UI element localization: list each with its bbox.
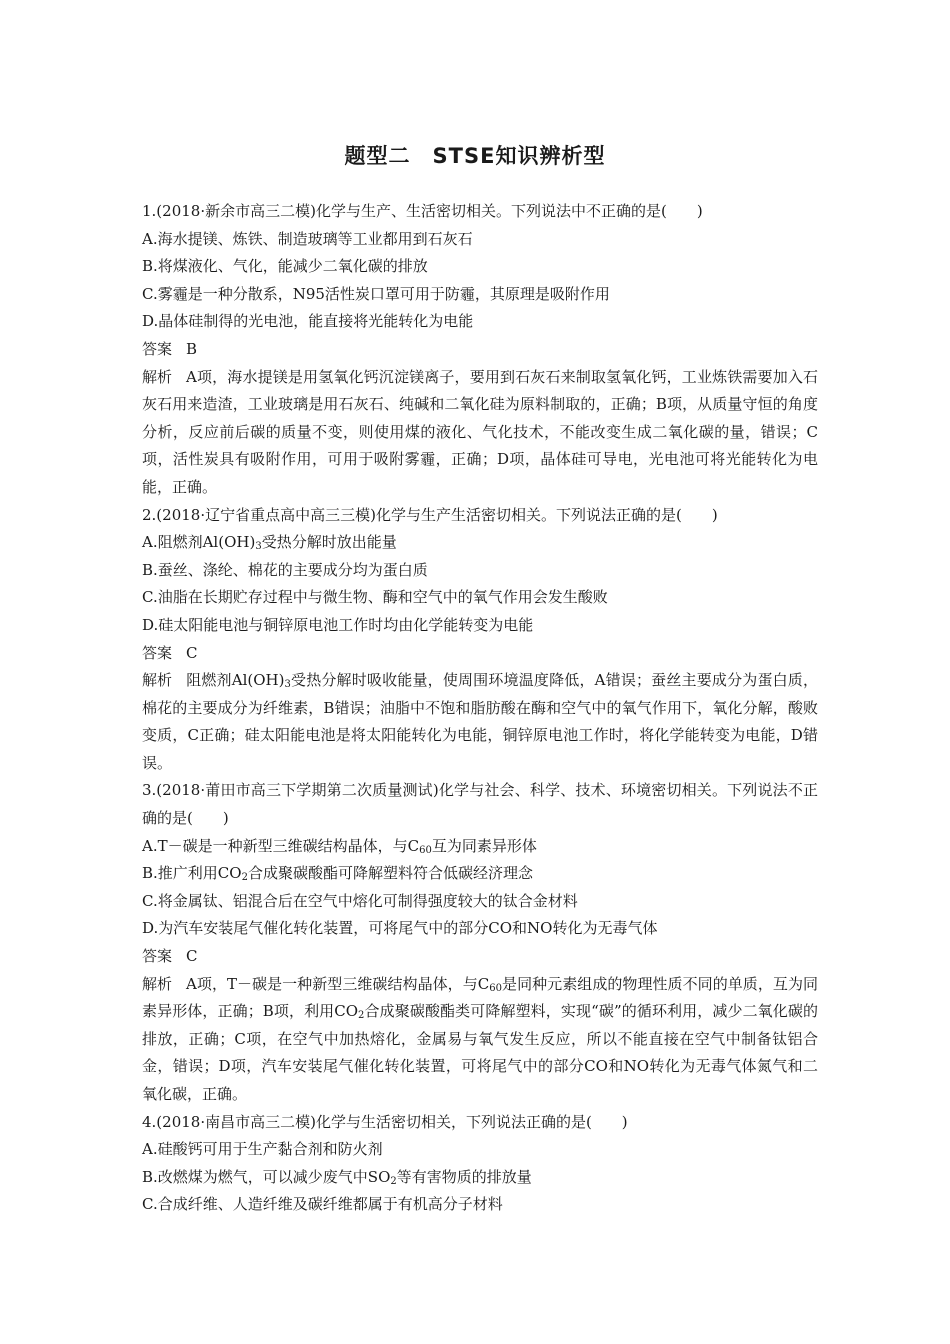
question-stem: 4.(2018·南昌市高三二模)化学与生活密切相关，下列说法正确的是( ) bbox=[142, 1112, 628, 1131]
option-d: D.为汽车安装尾气催化转化装置，可将尾气中的部分CO和NO转化为无毒气体 bbox=[142, 919, 658, 938]
question-3 bbox=[142, 777, 818, 1108]
analysis-text: A项，海水提镁是用氢氧化钙沉淀镁离子，要用到石灰石来制取氢氧化钙，工业炼铁需要加入石灰石用来造渣，工业玻璃是用石灰石、纯碱和二氧化硅为原料制取的，正确；B项，从质量守恒的角度分析，反应前后碳的质量不变，则使用煤的液化、气化技术，不能改变生成二氧化碳的量，错误；C项，活性炭具有吸附作用，可用于吸附雾霾，正确；D项，晶体硅可导电，光电池可将光能转化为电能，正确。 bbox=[142, 367, 818, 496]
question-stem: 2.(2018·辽宁省重点高中高三三模)化学与生产生活密切相关。下列说法正确的是( ) bbox=[142, 505, 718, 524]
answer bbox=[142, 943, 818, 971]
answer-label: 答案 bbox=[142, 339, 173, 358]
option-c: C.将金属钛、铝混合后在空气中熔化可制得强度较大的钛合金材料 bbox=[142, 891, 578, 910]
analysis-label: 解析 bbox=[142, 974, 173, 993]
analysis: 解析 阻燃剂$Al(OH)_3$受热分解时吸收能量，使周围环境温度降低，A错误；蚕丝主要成分为蛋白质，棉花的主要成分为纤维素，B错误；油脂中不饱和脂肪酸在酶和空气中的氧气作用下，氧化分解，酸败变质，C正确；硅太阳能电池是将太阳能转化为电能，铜锌原电池工作时，将化学能转变为电能，D错误。 bbox=[142, 667, 818, 777]
option-a: A.海水提镁、炼铁、制造玻璃等工业都用到石灰石 bbox=[142, 229, 473, 248]
answer-value: C bbox=[186, 947, 198, 966]
option-b: B.改燃煤为燃气，可以减少废气中$SO_2$等有害物质的排放量 bbox=[142, 1167, 532, 1187]
option-b: B.将煤液化、气化，能减少二氧化碳的排放 bbox=[142, 257, 428, 276]
page-title: 题型二 STSE知识辨析型 bbox=[344, 144, 606, 168]
answer bbox=[142, 336, 818, 364]
question-2 bbox=[142, 502, 818, 778]
analysis-label: 解析 bbox=[142, 367, 173, 386]
analysis: 解析 A项，T－碳是一种新型三维碳结构晶体，与$C_{60}$是同种元素组成的物理性质不同的单质，互为同素异形体，正确；B项，利用$CO_2$合成聚碳酸酯类可降解塑料，实现“碳”的循环利用，减少二氧化碳的排放，正确；C项，在空气中加热熔化，金属易与氧气发生反应，所以不能直接在空气中制备钛铝合金，错误；D项，汽车安装尾气催化转化装置，可将尾气中的部分CO和NO转化为无毒气体氮气和二氧化碳，正确。 bbox=[142, 971, 818, 1109]
option-a: A.阻燃剂$Al(OH)_3$受热分解时放出能量 bbox=[142, 533, 397, 553]
option-a: A.硅酸钙可用于生产黏合剂和防火剂 bbox=[142, 1140, 383, 1159]
question-stem: 1.(2018·新余市高三二模)化学与生产、生活密切相关。下列说法中不正确的是( ) bbox=[142, 202, 703, 220]
answer-value: C bbox=[186, 643, 198, 662]
question-list bbox=[142, 198, 818, 1219]
option-c: C.合成纤维、人造纤维及碳纤维都属于有机高分子材料 bbox=[142, 1195, 503, 1214]
question-4 bbox=[142, 1109, 818, 1219]
question-stem: 3.(2018·莆田市高三下学期第二次质量测试)化学与社会、科学、技术、环境密切相关。下列说法不正确的是( ) bbox=[142, 781, 818, 828]
option-a: A.T－碳是一种新型三维碳结构晶体，与$C_{60}$互为同素异形体 bbox=[142, 836, 537, 856]
answer-value: B bbox=[186, 339, 198, 358]
question-1 bbox=[142, 198, 818, 502]
analysis bbox=[142, 364, 818, 502]
answer-label: 答案 bbox=[142, 643, 173, 662]
answer bbox=[142, 640, 818, 668]
option-c: C.雾霾是一种分散系，N95活性炭口罩可用于防霾，其原理是吸附作用 bbox=[142, 284, 610, 303]
answer-label: 答案 bbox=[142, 947, 173, 966]
option-b: B.蚕丝、涤纶、棉花的主要成分均为蛋白质 bbox=[142, 560, 428, 579]
option-d: D.晶体硅制得的光电池，能直接将光能转化为电能 bbox=[142, 312, 474, 331]
analysis-label: 解析 bbox=[142, 671, 173, 690]
option-c: C.油脂在长期贮存过程中与微生物、酶和空气中的氧气作用会发生酸败 bbox=[142, 588, 608, 607]
option-d: D.硅太阳能电池与铜锌原电池工作时均由化学能转变为电能 bbox=[142, 615, 534, 634]
option-b: B.推广利用$CO_2$合成聚碳酸酯可降解塑料符合低碳经济理念 bbox=[142, 864, 533, 884]
